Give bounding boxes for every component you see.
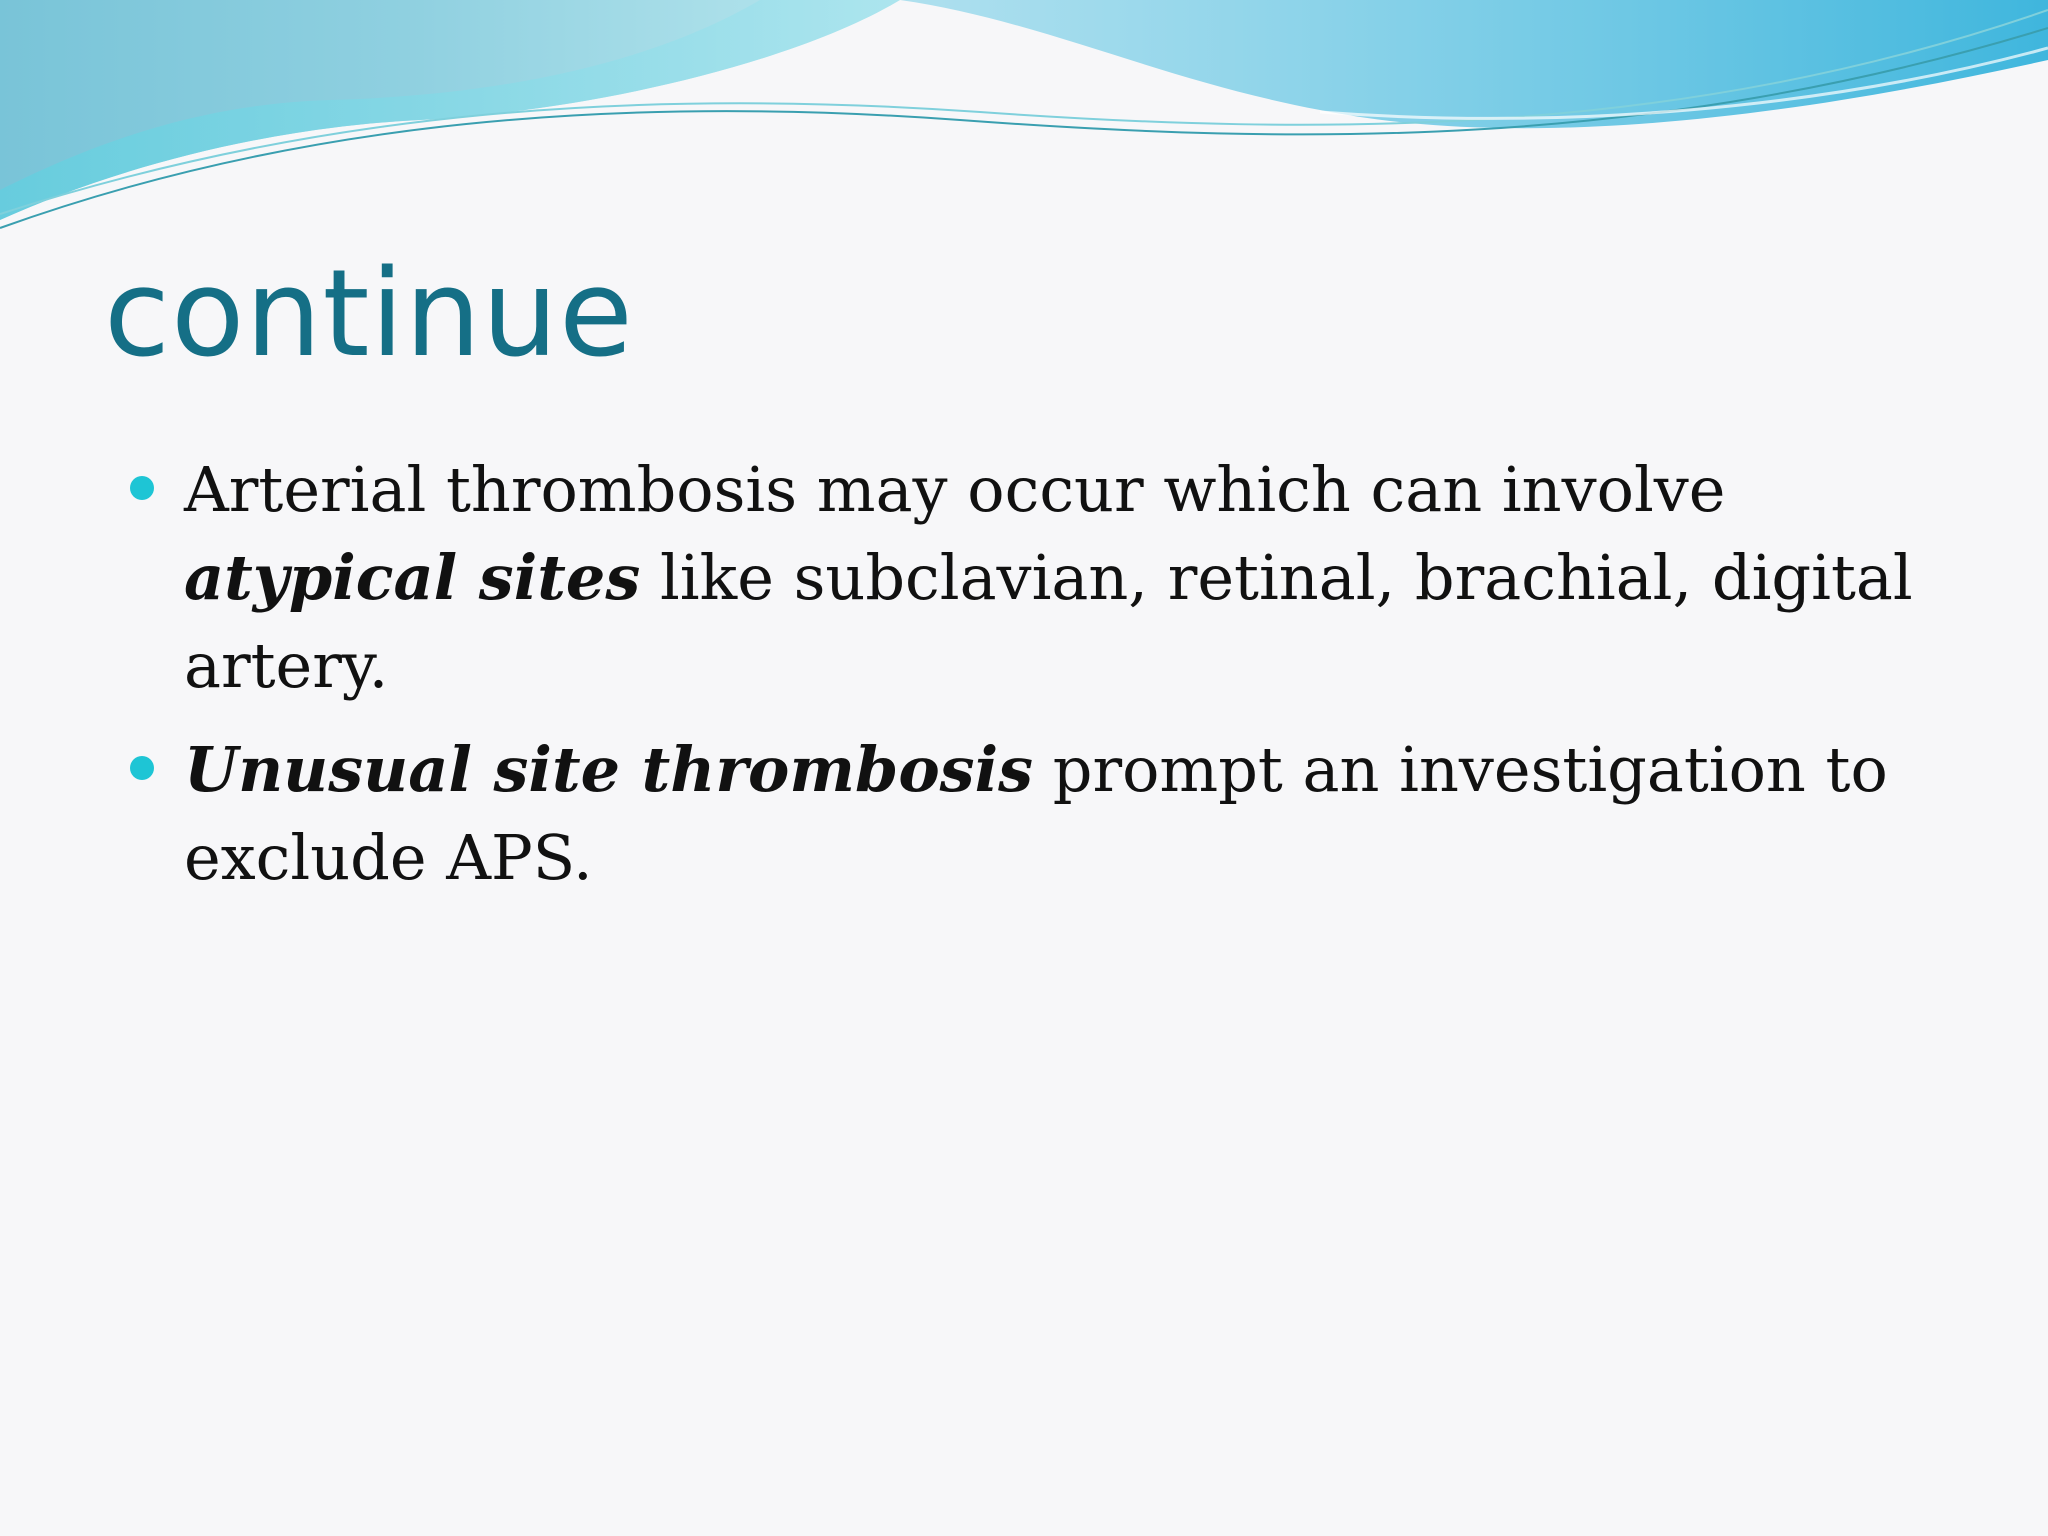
- bullet-text-emphasis: Unusual site thrombosis: [184, 733, 1034, 806]
- bullet-list: [126, 446, 1956, 918]
- bullet-text-tail: like subclavian, retinal, brachial, digital artery.: [184, 541, 1913, 702]
- bullet-item: [126, 726, 1956, 902]
- bullet-dot-icon: [130, 756, 154, 780]
- bullet-dot-icon: [130, 476, 154, 500]
- bullet-text-tail: prompt an investigation to exclude APS.: [184, 733, 1888, 894]
- bullet-text-emphasis: atypical sites: [184, 541, 641, 614]
- bullet-item: [126, 446, 1956, 710]
- slide-title: continue: [104, 245, 634, 384]
- bullet-text-lead: Arterial thrombosis may occur which can involve: [184, 453, 1726, 526]
- header-wave-decoration: [0, 0, 2048, 240]
